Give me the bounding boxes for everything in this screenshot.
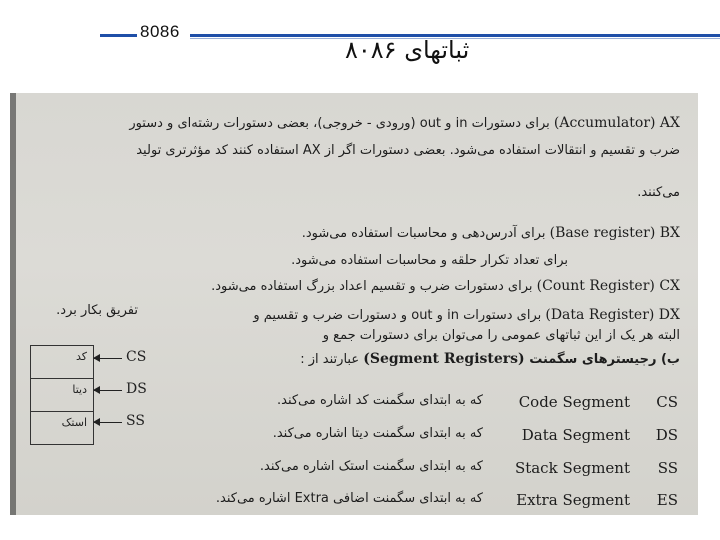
- line-post: برای تعداد تکرار حلقه و محاسبات استفاده می‌شود.: [291, 253, 568, 268]
- textbook-photo: [10, 93, 698, 515]
- line-en: (Count Register) CX: [536, 278, 680, 294]
- text-line: [129, 115, 680, 131]
- segment-row-es: [10, 491, 698, 515]
- segment-name: Data Segment: [521, 426, 630, 444]
- line-en: (Accumulator) AX: [553, 115, 680, 131]
- segment-desc: که به ابتدای سگمنت دیتا اشاره می‌کند.: [272, 426, 483, 441]
- segment-abbr: ES: [656, 491, 678, 509]
- segment-name: Stack Segment: [514, 459, 630, 477]
- line-en: (Data Register) DX: [545, 307, 680, 323]
- segment-desc: که به ابتدای سگمنت کد اشاره می‌کند.: [276, 393, 483, 408]
- line-pre: ب) رجیسترهای سگمنت: [524, 352, 680, 367]
- line-post: عبارتند از :: [300, 352, 364, 367]
- text-line: [136, 143, 680, 158]
- text-line: [291, 253, 568, 268]
- segment-name: Extra Segment: [516, 491, 630, 509]
- arrow-left-icon: [94, 390, 122, 391]
- pointer-label: CS: [126, 349, 147, 365]
- line-post: ضرب و تقسیم و انتقالات استفاده می‌شود. بعضی دستورات اگر از AX استفاده کنند کد مؤثرتری تولید: [136, 143, 680, 158]
- segment-row-ss: [10, 459, 698, 483]
- segment-name: Code Segment: [518, 393, 630, 411]
- line-post: برای دستورات in و out و دستورات ضرب و تقسیم و: [253, 308, 546, 323]
- line-post: برای دستورات ضرب و تقسیم اعداد بزرگ استفاده می‌شود.: [211, 279, 537, 294]
- arrow-left-icon: [94, 358, 122, 359]
- slide-title: ثباتهای ۸۰۸۶: [345, 36, 470, 64]
- text-line: [253, 307, 680, 323]
- text-line: [302, 225, 680, 241]
- memory-cell-stack: استک: [61, 416, 87, 429]
- line-post: البته هر یک از این ثباتهای عمومی را می‌توان برای دستورات جمع و: [322, 328, 680, 343]
- text-line: [323, 328, 680, 343]
- segment-row-ds: [10, 426, 698, 450]
- memory-diagram: [30, 345, 94, 445]
- chip-label: 8086: [140, 22, 180, 41]
- segment-abbr: SS: [657, 459, 678, 477]
- header-rule-left: [100, 34, 137, 37]
- segment-desc: که به ابتدای سگمنت استک اشاره می‌کند.: [259, 459, 483, 474]
- segment-abbr: DS: [655, 426, 678, 444]
- line-post: برای آدرس‌دهی و محاسبات استفاده می‌شود.: [301, 226, 550, 241]
- text-line: [637, 185, 680, 200]
- text-line: [300, 351, 680, 367]
- line-post: می‌کنند.: [637, 185, 680, 200]
- segment-row-cs: [10, 393, 698, 417]
- arrow-left-icon: [94, 422, 122, 423]
- pointer-label: SS: [126, 413, 145, 429]
- segment-abbr: CS: [656, 393, 678, 411]
- line-en: (Base register) BX: [549, 225, 680, 241]
- pointer-label: DS: [126, 381, 147, 397]
- segment-desc: که به ابتدای سگمنت اضافی Extra اشاره می‌کند.: [215, 491, 483, 506]
- line-post: برای دستورات in و out (ورودی - خروجی)، بعضی دستورات رشته‌ای و دستور: [129, 116, 554, 131]
- text-line: [56, 303, 138, 318]
- memory-cell-data: دیتا: [31, 379, 93, 412]
- line-post: تفریق بکار برد.: [56, 303, 138, 318]
- text-line: [211, 278, 680, 294]
- memory-cell-code: کد: [31, 346, 93, 379]
- line-en: (Segment Registers): [363, 351, 525, 367]
